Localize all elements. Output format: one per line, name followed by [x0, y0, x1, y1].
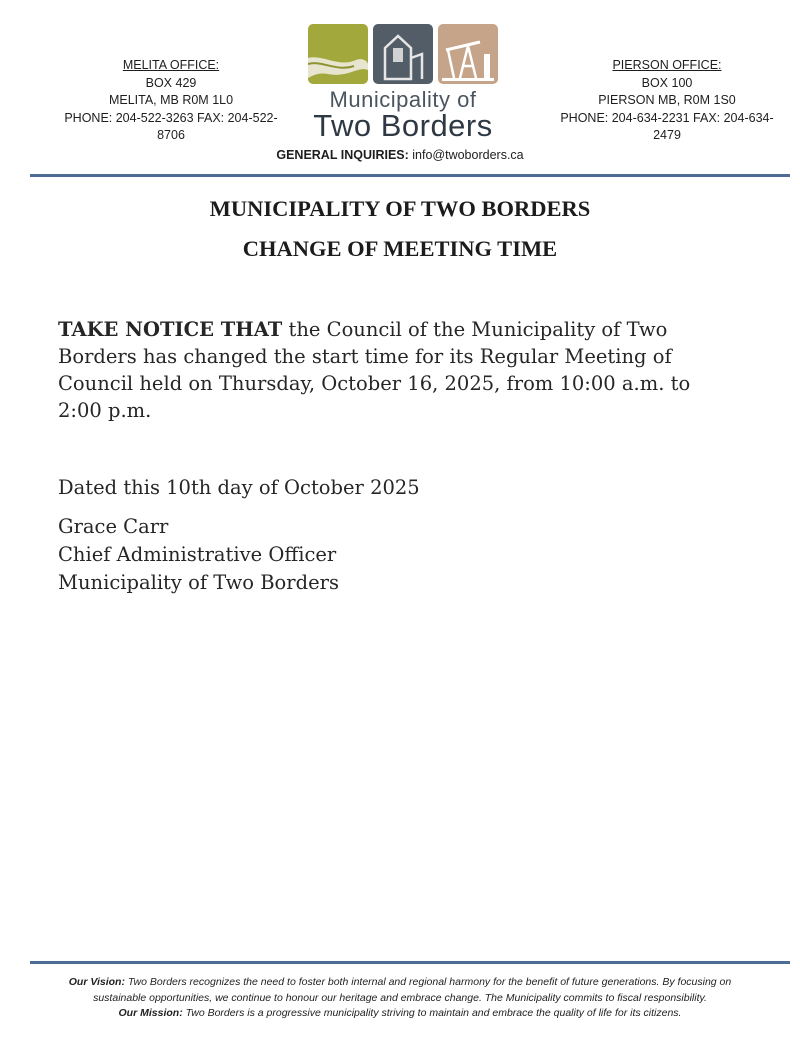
document-title: MUNICIPALITY OF TWO BORDERS [209, 196, 591, 221]
pierson-office-phone: PHONE: 204-634-2231 FAX: 204-634- [560, 110, 774, 125]
general-inquiries [0, 148, 800, 162]
pierson-office-phone-cont: 2479 [653, 128, 681, 142]
melita-office-phone-cont: 8706 [157, 128, 185, 142]
mission-line [10, 1006, 790, 1022]
footer-divider [30, 961, 790, 964]
melita-office-address: MELITA, MB R0M 1L0 [108, 93, 234, 107]
inquiries-label: GENERAL INQUIRIES: [276, 148, 409, 162]
logo-tiles-icon [308, 24, 498, 86]
melita-office-box: BOX 429 [145, 75, 197, 90]
pierson-office-block [552, 57, 782, 145]
notice-line-3: Council held on Thursday, October 16, 2025, from 10:00 a.m. to [58, 372, 691, 395]
mission-text: Two Borders is a progressive municipality striving to maintain and embrace the quality of life for its citizens. [185, 1007, 682, 1019]
notice-lead: TAKE NOTICE THAT [58, 318, 283, 341]
melita-office-block [56, 57, 286, 145]
notice-line1-text: the Council of the Municipality of Two [282, 318, 668, 341]
notice-line-1 [58, 316, 748, 343]
mission-label: Our Mission: [118, 1007, 183, 1019]
notice-paragraph [58, 316, 748, 424]
logo-text-line1: Municipality of [329, 87, 477, 112]
vision-line-1 [10, 975, 790, 991]
logo-text-line2: Two Borders [313, 108, 493, 143]
dated-line: Dated this 10th day of October 2025 [58, 476, 420, 499]
header-divider [30, 174, 790, 177]
notice-line-4: 2:00 p.m. [58, 399, 152, 422]
inquiries-email[interactable]: info@twoborders.ca [412, 148, 524, 162]
pierson-office-address: PIERSON MB, R0M 1S0 [598, 93, 736, 107]
melita-office-phone: PHONE: 204-522-3263 FAX: 204-522- [64, 110, 278, 125]
signatory-role: Chief Administrative Officer [58, 543, 337, 566]
signatory-org: Municipality of Two Borders [58, 571, 339, 594]
vision-label: Our Vision: [68, 976, 125, 988]
footer-statement [10, 975, 790, 1022]
vision-line-2: sustainable opportunities, we continue to honour our heritage and embrace change. The Municipality commits to fiscal responsibility. [93, 991, 707, 1004]
melita-office-heading: MELITA OFFICE: [122, 58, 220, 72]
pierson-office-heading: PIERSON OFFICE: [612, 58, 722, 72]
document-subtitle: CHANGE OF MEETING TIME [242, 236, 558, 261]
vision-text-1: Two Borders recognizes the need to foster both internal and regional harmony for the benefit of future generations. By focusing on [127, 976, 732, 988]
notice-line-2: Borders has changed the start time for its Regular Meeting of [58, 345, 672, 368]
signatory-name: Grace Carr [58, 515, 169, 538]
pierson-office-box: BOX 100 [641, 75, 693, 90]
signature-block [58, 513, 339, 597]
